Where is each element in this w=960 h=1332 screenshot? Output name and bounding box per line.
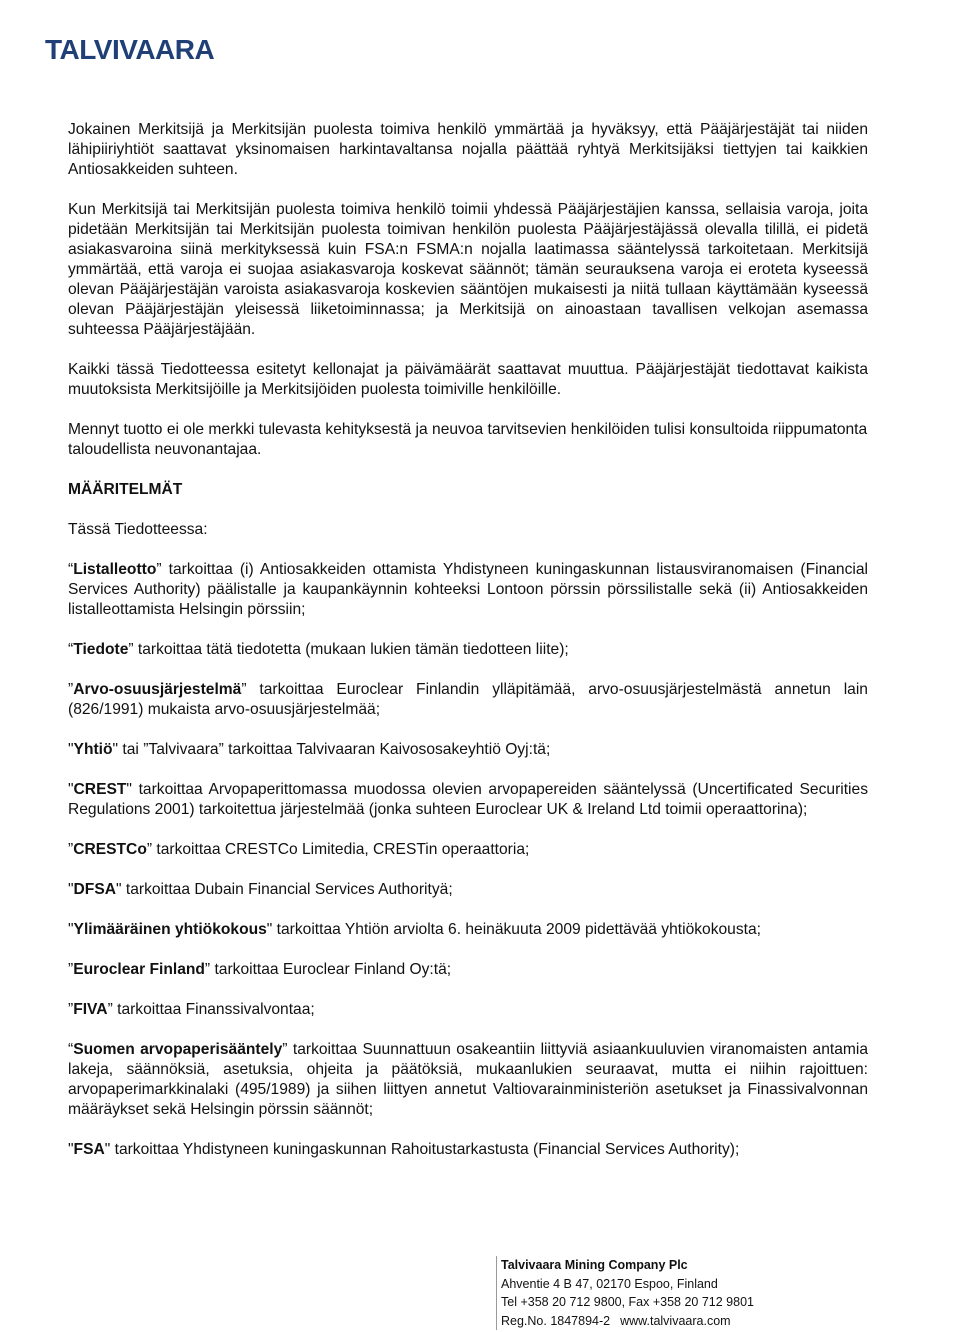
definition-term: Arvo-osuusjärjestelmä — [73, 681, 242, 698]
definition-close-quote: ” — [156, 561, 162, 578]
definitions-intro: Tässä Tiedotteessa: — [68, 521, 208, 538]
definition-item — [68, 780, 868, 820]
footer-address: Ahventie 4 B 47, 02170 Espoo, Finland — [501, 1276, 718, 1291]
paragraph-past-performance: Mennyt tuotto ei ole merkki tulevasta kehityksestä ja neuvoa tarvitsevien henkilöiden tulisi konsultoida riippumatonta taloudellista neuvonantajaa. — [68, 421, 868, 458]
company-footer — [496, 1256, 754, 1330]
definition-open-quote: ” — [68, 681, 74, 698]
definition-text: tarkoittaa Finanssivalvontaa; — [112, 1001, 315, 1018]
document-body — [68, 120, 868, 1180]
definition-close-quote: ” — [128, 641, 134, 658]
footer-website-link[interactable]: www.talvivaara.com — [620, 1313, 731, 1328]
footer-company-name: Talvivaara Mining Company Plc — [501, 1258, 688, 1272]
footer-reg-row — [501, 1312, 754, 1331]
definitions-list — [68, 560, 868, 1160]
definitions-heading: MÄÄRITELMÄT — [68, 481, 183, 498]
definition-term: CRESTCo — [73, 841, 147, 858]
definition-close-quote: ” — [107, 1001, 113, 1018]
definition-text: tarkoittaa Yhdistyneen kuningaskunnan Rahoitustarkastusta (Financial Services Authority); — [110, 1141, 740, 1158]
definition-close-quote: " — [126, 781, 132, 798]
definition-close-quote: ” — [146, 841, 153, 858]
definition-text: tarkoittaa (i) Antiosakkeiden ottamista Yhdistyneen kuningaskunnan listausviranomaisen (Financial Services Authority) päälistalle ja kaupankäynnin kohteeksi Lontoon pörssin pörssilistalle sekä (ii) Antiosakkeiden listalleottamista Helsingin pörssiin; — [68, 561, 868, 618]
definition-text: tarkoittaa Suunnattuun osakeantiin liittyviä asiaankuuluvien viranomaisten antamia lakeja, säännöksiä, asetuksia, ohjeita ja päätöksiä, mukaanlukien seuraavat, mutta ei niihin rajoittuen: arvopaperimarkkinalaki (495/1989) ja siihen liittyen annetut Valtiovarainministeriön asetukset ja Finassivalvonnan määräykset sekä Helsingin pörssin säännöt; — [68, 1041, 868, 1118]
definition-term: Suomen arvopaperisääntely — [73, 1041, 283, 1058]
definition-term: Yhtiö — [73, 741, 113, 758]
definition-item — [68, 840, 868, 860]
definition-close-quote: ” — [204, 961, 211, 978]
definition-open-quote: " — [68, 921, 74, 938]
definition-open-quote: ” — [68, 841, 74, 858]
paragraph-times-dates: Kaikki tässä Tiedotteessa esitetyt kellonajat ja päivämäärät saattavat muuttua. Pääjärjestäjät tiedottavat kaikista muutoksista Merkitsijöille ja Merkitsijöiden puolesta toimiville henkilöille. — [68, 361, 868, 398]
definition-open-quote: " — [68, 741, 74, 758]
definition-item — [68, 1040, 868, 1120]
definition-item — [68, 1000, 868, 1020]
definition-term: DFSA — [73, 881, 116, 898]
definition-open-quote: “ — [68, 1041, 74, 1058]
definition-text: tarkoittaa Euroclear Finlandin ylläpitämää, arvo-osuusjärjestelmästä annetun lain (826/1991) mukaista arvo-osuusjärjestelmää; — [68, 681, 868, 718]
definition-close-quote: " — [112, 741, 119, 758]
definition-open-quote: ” — [68, 1001, 74, 1018]
definition-text: tarkoittaa Euroclear Finland Oy:tä; — [210, 961, 452, 978]
definition-close-quote: ” — [241, 681, 247, 698]
definition-item — [68, 560, 868, 620]
definition-close-quote: " — [116, 881, 122, 898]
definition-item — [68, 640, 868, 660]
definition-text: tarkoittaa Dubain Financial Services Authorityä; — [121, 881, 453, 898]
definition-text: tai ”Talvivaara” tarkoittaa Talvivaaran Kaivososakeyhtiö Oyj:tä; — [118, 741, 551, 758]
definition-text: tarkoittaa Yhtiön arviolta 6. heinäkuuta 2009 pidettävää yhtiökokousta; — [272, 921, 761, 938]
paragraph-client-money: Kun Merkitsijä tai Merkitsijän puolesta toimiva henkilö toimii yhdessä Pääjärjestäjien kanssa, sellaisia varoja, joita pidetään Merkitsijän tai Merkitsijän puolesta toimivan henkilön puolesta Pääjärjestäjässä olevalla tilillä, ei pidetä asiakasvaroina siinä merkityksessä kuin FSA:n FSMA:n nojalla laatimassa sääntelyssä tarkoitetaan. Merkitsijä ymmärtää, että varoja ei suojaa asiakasvaroja koskevat säännöt; tämän seurauksena varoja ei eroteta kyseessä olevan Pääjärjestäjän varoista asiakasvaroja koskevien sääntöjen mukaisesti ja niitä tullaan käyttämään kyseessä olevan Pääjärjestäjän yleisessä liiketoiminnassa; ja Merkitsijä on ainoastaan tavallisen velkojan asemassa suhteessa Pääjärjestäjään. — [68, 201, 868, 338]
definition-open-quote: " — [68, 1141, 74, 1158]
definition-item — [68, 960, 868, 980]
definition-open-quote: “ — [68, 561, 74, 578]
definition-text: tarkoittaa tätä tiedotetta (mukaan lukien tämän tiedotteen liite); — [133, 641, 569, 658]
definition-close-quote: " — [104, 1141, 111, 1158]
definition-close-quote: ” — [282, 1041, 288, 1058]
definition-term: CREST — [73, 781, 127, 798]
company-logo: TALVIVAARA — [45, 34, 215, 65]
definition-item — [68, 880, 868, 900]
definition-open-quote: " — [68, 881, 74, 898]
definition-item — [68, 680, 868, 720]
footer-phone-fax: Tel +358 20 712 9800, Fax +358 20 712 9801 — [501, 1295, 754, 1309]
definition-term: Listalleotto — [73, 561, 157, 578]
definition-open-quote: ” — [68, 961, 74, 978]
definition-close-quote: " — [266, 921, 273, 938]
footer-registration-number: Reg.No. 1847894-2 — [501, 1313, 611, 1328]
definition-open-quote: “ — [68, 641, 74, 658]
definition-item — [68, 1140, 868, 1160]
definition-text: tarkoittaa CRESTCo Limitedia, CRESTin operaattoria; — [152, 841, 530, 858]
definition-term: FIVA — [73, 1001, 108, 1018]
definition-term: FSA — [73, 1141, 105, 1158]
definition-text: tarkoittaa Arvopaperittomassa muodossa olevien arvopapereiden sääntelyssä (Uncertificated Securities Regulations 2001) tarkoitettua järjestelmää (jonka suhteen Euroclear UK & Ireland Ltd toimii operaattorina); — [68, 781, 868, 818]
definition-term: Ylimääräinen yhtiökokous — [73, 921, 267, 938]
paragraph-subscriber-acknowledgement: Jokainen Merkitsijä ja Merkitsijän puolesta toimiva henkilö ymmärtää ja hyväksyy, että Pääjärjestäjät tai niiden lähipiiriyhtiöt saattavat yksinomaisen harkintavaltansa nojalla päättää ryhtyä Merkitsijäksi tiettyjen tai kaikkien Antiosakkeiden suhteen. — [68, 121, 868, 178]
definition-item — [68, 920, 868, 940]
definition-item — [68, 740, 868, 760]
definition-term: Tiedote — [73, 641, 129, 658]
definition-open-quote: " — [68, 781, 74, 798]
definition-term: Euroclear Finland — [73, 961, 205, 978]
